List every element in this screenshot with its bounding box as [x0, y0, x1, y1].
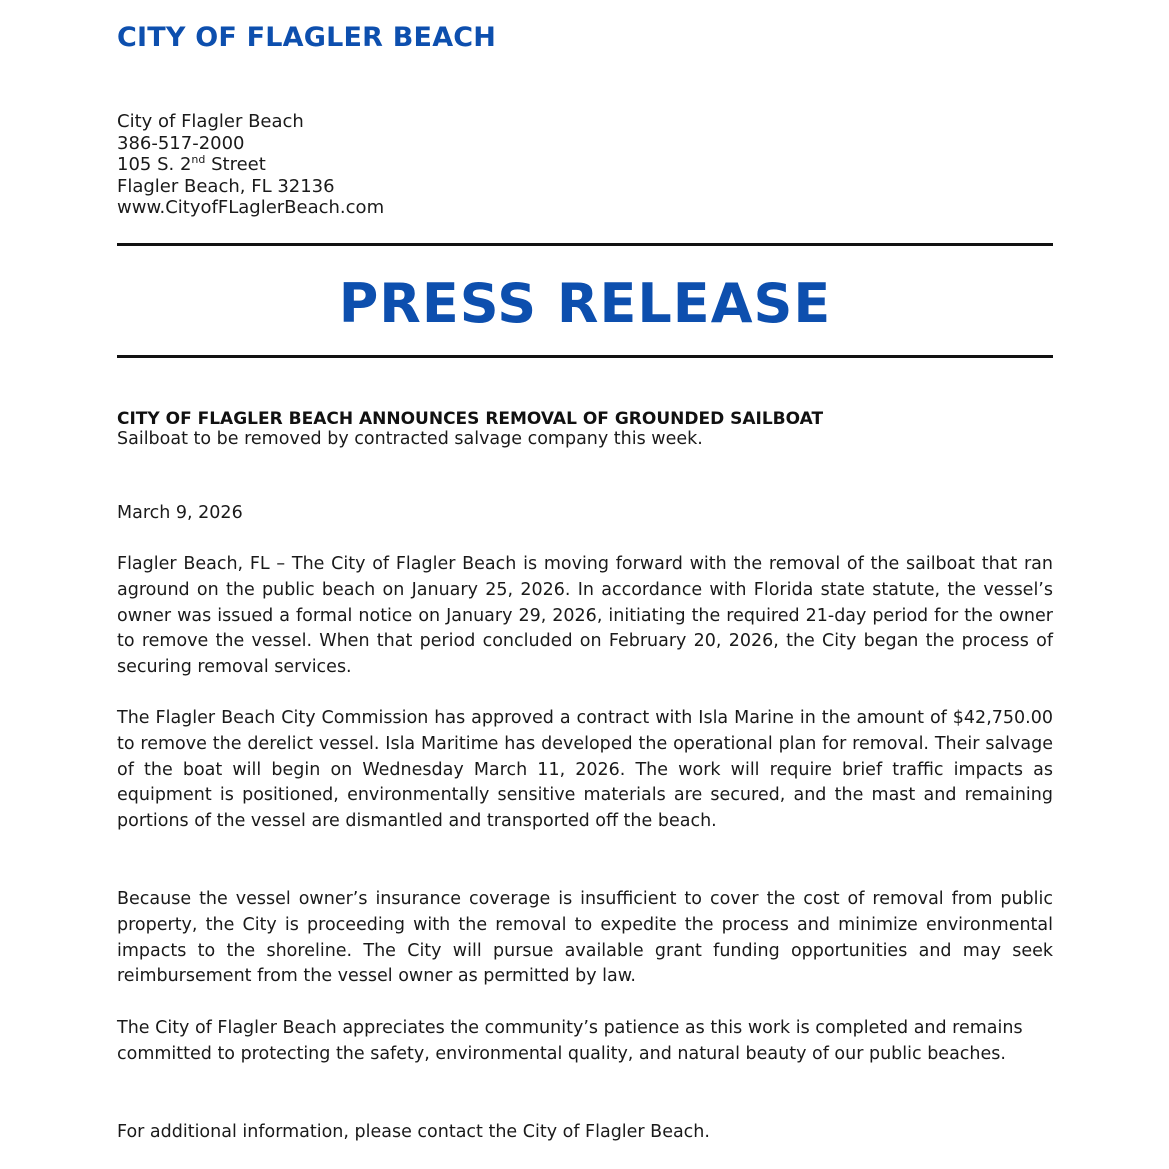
- contact-city-state-zip: Flagler Beach, FL 32136: [117, 175, 335, 197]
- organization-title: CITY OF FLAGLER BEACH: [117, 22, 497, 53]
- contact-info-paragraph: For additional information, please contact the City of Flagler Beach.: [117, 1122, 710, 1142]
- body-paragraph: The Flagler Beach City Commission has approved a contract with Isla Marine in the amount of $42,750.00 to remove the derelict vessel. Isla Maritime has developed the operational plan for removal. Their salvage of the boat will begin on Wednesday March 11, 2026. The work will require brief traffic impacts as equipment is positioned, environmentally sensitive materials are secured, and the mast and remaining portions of the vessel are dismantled and transported off the beach.: [117, 708, 1053, 832]
- top-divider: [117, 243, 1053, 246]
- address-street-suffix: Street: [205, 154, 266, 175]
- contact-name: City of Flagler Beach: [117, 111, 304, 132]
- body-paragraph: Because the vessel owner’s insurance coverage is insufficient to cover the cost of removal from public property, the City is proceeding with the removal to expedite the process and minimize environmental impacts to the shoreline. The City will pursue available grant funding opportunities and may seek reimbursement from the vessel owner as permitted by law.: [117, 889, 1053, 987]
- contact-phone: 386-517-2000: [117, 132, 245, 154]
- contact-address: [117, 154, 384, 176]
- body-paragraph: The City of Flagler Beach appreciates the community’s patience as this work is completed and remains committed to protecting the safety, environmental quality, and natural beauty of our public beaches.: [117, 1018, 1023, 1064]
- release-date: March 9, 2026: [117, 503, 243, 523]
- contact-website: www.CityofFLaglerBeach.com: [117, 197, 385, 218]
- contact-block: [117, 111, 384, 219]
- address-superscript: nd: [191, 153, 206, 166]
- release-subheadline: Sailboat to be removed by contracted salvage company this week.: [117, 429, 703, 449]
- press-release-title: PRESS RELEASE: [338, 272, 832, 335]
- bottom-divider: [117, 355, 1053, 358]
- address-street-prefix: 105 S. 2: [117, 154, 192, 175]
- body-paragraph: Flagler Beach, FL – The City of Flagler Beach is moving forward with the removal of the sailboat that ran aground on the public beach on January 25, 2026. In accordance with Florida state statute, the vessel’s owner was issued a formal notice on January 29, 2026, initiating the required 21-day period for the owner to remove the vessel. When that period concluded on February 20, 2026, the City began the process of securing removal services.: [117, 554, 1053, 678]
- release-headline: CITY OF FLAGLER BEACH ANNOUNCES REMOVAL OF GROUNDED SAILBOAT: [117, 409, 824, 429]
